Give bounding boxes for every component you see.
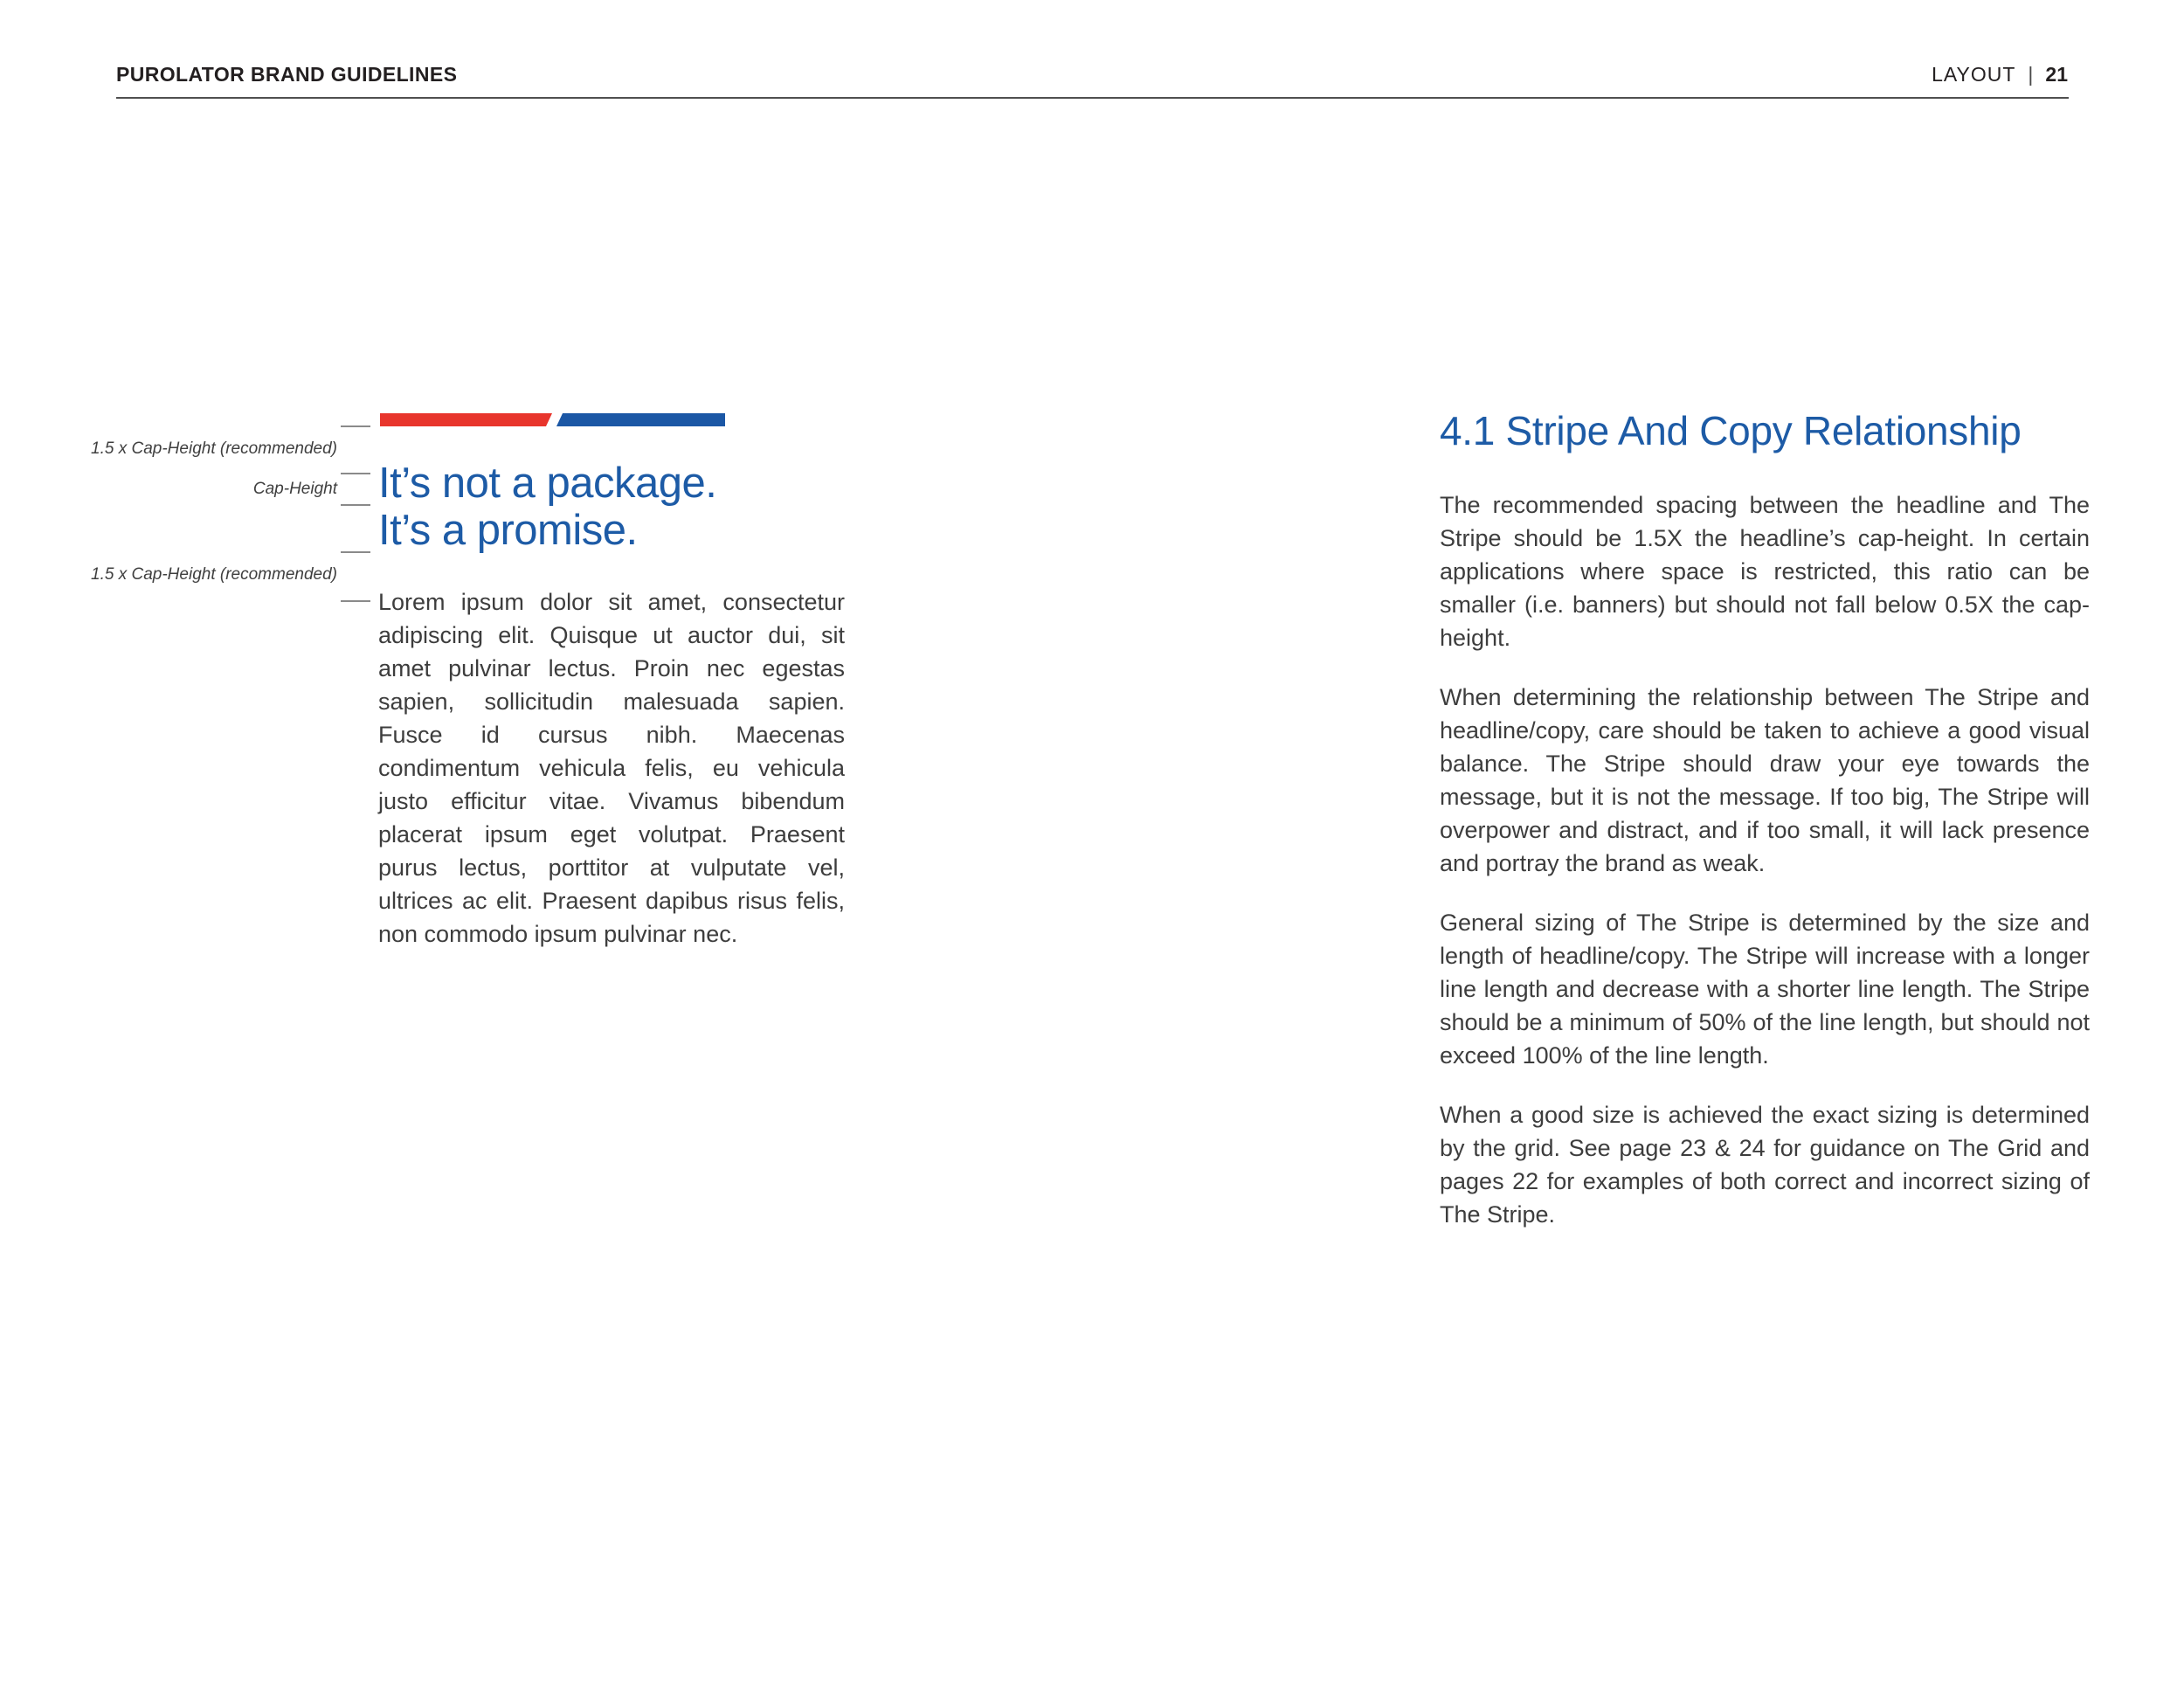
header-right-group — [1932, 63, 2068, 86]
annotation-top-spacing: 1.5 x Cap-Height (recommended) — [91, 439, 337, 458]
article-paragraph: The recommended spacing between the headline and The Stripe should be 1.5X the headline’s cap-height. In certain applications where space is restricted, this ratio can be smaller (i.e. banners) but should not fall below 0.5X the cap-height. — [1440, 492, 2090, 651]
annotation-bottom-spacing: 1.5 x Cap-Height (recommended) — [91, 565, 337, 584]
stripe-red-segment — [380, 413, 552, 426]
document-title: PUROLATOR BRAND GUIDELINES — [116, 63, 458, 86]
headline-line-1: It’s not a package. — [378, 460, 717, 507]
article-title: 4.1 Stripe And Copy Relationship — [1440, 408, 2022, 453]
tick-mark — [341, 473, 370, 474]
article-column — [1440, 408, 2090, 1257]
tick-mark — [341, 504, 370, 506]
stripe-blue-segment — [556, 413, 725, 426]
tick-mark — [341, 551, 370, 553]
header-separator: | — [2028, 63, 2034, 86]
section-label: LAYOUT — [1932, 63, 2016, 86]
article-paragraph: When determining the relationship between The Stripe and headline/copy, care should be taken to achieve a good visual balance. The Stripe should draw your eye towards the message, but it is not the message. If too big, The Stripe will overpower and distract, and if too small, it will lack presence and portray the brand as weak. — [1440, 684, 2090, 876]
headline-line-2: It’s a promise. — [378, 507, 638, 554]
example-body-copy: Lorem ipsum dolor sit amet, consectetur adipiscing elit. Quisque ut auctor dui, sit amet pulvinar lectus. Proin nec egestas sapien, sollicitudin malesuada sapien. Fusce id cursus nibh. Maecenas condimentum vehicula felis, eu vehicula justo efficitur vitae. Vivamus bibendum placerat ipsum eget volutpat. Praesent purus lectus, porttitor at vulputate vel, ultrices ac elit. Praesent dapibus risus felis, non commodo ipsum pulvinar nec. — [378, 589, 845, 947]
article-paragraph: When a good size is achieved the exact sizing is determined by the grid. See page 23 & 24 for guidance on The Grid and pages 22 for examples of both correct and incorrect sizing of The Stripe. — [1440, 1102, 2090, 1228]
example-headline — [378, 460, 716, 554]
header-divider — [116, 97, 2069, 99]
article-paragraph: General sizing of The Stripe is determined by the size and length of headline/copy. The Stripe will increase with a longer line length and decrease with a shorter line length. The Stripe should be a minimum of 50% of the line length, but should not exceed 100% of the line length. — [1440, 910, 2090, 1069]
page-number: 21 — [2045, 63, 2068, 86]
brand-stripe-graphic — [378, 413, 728, 426]
annotation-cap-height: Cap-Height — [252, 480, 337, 498]
tick-mark — [341, 600, 370, 602]
tick-mark — [341, 425, 370, 427]
